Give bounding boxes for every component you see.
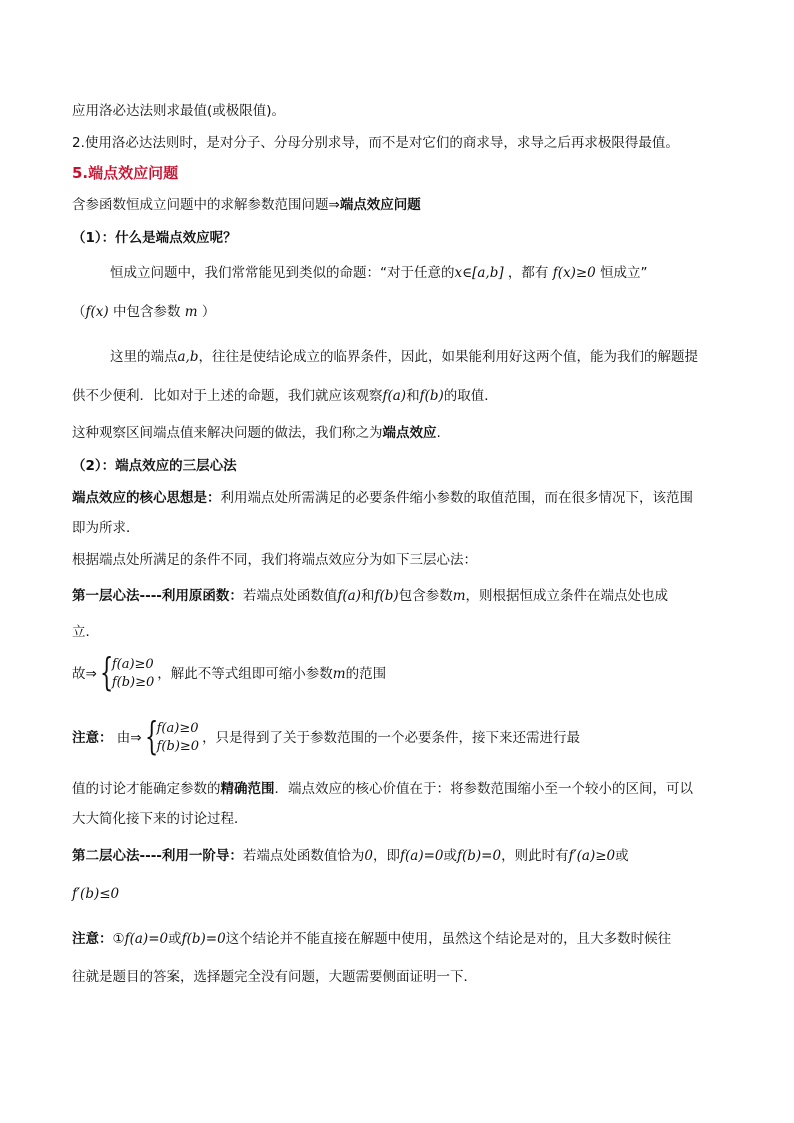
- implies-symbol: ⇒: [130, 730, 142, 746]
- text: 或: [615, 848, 629, 864]
- math: f′(b)≤0: [72, 886, 120, 902]
- bold-text: 端点效应问题: [339, 197, 421, 213]
- math: f(b): [374, 588, 399, 604]
- math: m: [332, 666, 346, 682]
- inequality-system-line: [72, 650, 387, 694]
- text: ，都有: [507, 265, 549, 281]
- text-line: 根据端点处所满足的条件不同，我们将端点效应分为如下三层心法：: [72, 552, 477, 568]
- math: 0: [364, 848, 374, 864]
- text: 值的讨论才能确定参数的: [72, 781, 221, 797]
- math: f(a): [382, 388, 407, 404]
- math: m: [184, 304, 198, 320]
- math: f(x): [85, 304, 109, 320]
- math: f(b): [419, 388, 444, 404]
- text: ，则此时有: [501, 848, 569, 864]
- text-line: [72, 488, 693, 508]
- text: 供不少便利．比如对于上述的命题，我们就应该观察: [72, 388, 383, 404]
- bold-text: 注意：: [72, 730, 113, 746]
- left-brace-icon: {: [144, 714, 158, 758]
- math: m: [452, 588, 466, 604]
- text-line: 往就是题目的答案，选择题完全没有问题，大题需要侧面证明一下．: [72, 969, 477, 985]
- text: 含参函数恒成立问题中的求解参数范围问题: [72, 197, 329, 213]
- text: 故: [72, 666, 86, 682]
- text: ．端点效应的核心价值在于：将参数范围缩小至一个较小的区间，可以: [274, 781, 693, 797]
- text: 由: [116, 730, 131, 746]
- text: 和: [361, 588, 375, 604]
- text-line: [110, 263, 648, 283]
- text-line: [72, 884, 119, 904]
- text: 中包含参数: [112, 304, 181, 320]
- math: f(a): [337, 588, 362, 604]
- text: 或: [443, 848, 457, 864]
- text-line: [72, 846, 629, 866]
- implies-symbol: ⇒: [328, 197, 340, 213]
- text: 的取值．: [443, 388, 498, 404]
- text: ，往往是使结论成立的临界条件，因此，如果能利用好这两个值，能为我们的解题提: [198, 349, 698, 365]
- text-line: [72, 779, 693, 799]
- text: ，即: [373, 848, 401, 864]
- math: f(a)=0: [124, 931, 169, 947]
- math: f(x)≥0: [552, 265, 596, 281]
- inequality-row: f(a)≥0: [111, 657, 154, 672]
- inequality-row: f(b)≥0: [156, 739, 200, 754]
- math: f′(a)≥0: [568, 848, 616, 864]
- text: 的范围: [345, 666, 387, 682]
- math: a,b: [177, 349, 199, 365]
- subheading: （1）：什么是端点效应呢？: [72, 230, 237, 246]
- text: 包含参数: [398, 588, 453, 604]
- text: 或: [168, 931, 182, 947]
- text: ，只是得到了关于参数范围的一个必要条件，接下来还需进行最: [202, 730, 581, 746]
- text-line: 2.使用洛必达法则时，是对分子、分母分别求导，而不是对它们的商求导，求导之后再求极限得最值。: [72, 135, 679, 151]
- text-line: [72, 386, 498, 406]
- inequality-row: f(a)≥0: [156, 721, 199, 736]
- text: 若端点处函数值恰为: [242, 848, 365, 864]
- text: 这个结论并不能直接在解题中使用，虽然这个结论是对的，且大多数时候往: [225, 931, 672, 947]
- text: 和: [406, 388, 420, 404]
- text-line: 应用洛必达法则求最值(或极限值)。: [72, 103, 286, 119]
- text: .: [436, 425, 441, 441]
- text: 若端点处函数值: [242, 588, 338, 604]
- math: f(b)=0: [457, 848, 502, 864]
- text: ，解此不等式组即可缩小参数: [157, 666, 333, 682]
- math: x∈[a,b]: [454, 265, 504, 281]
- text-line: 即为所求．: [72, 520, 140, 536]
- subheading: （2）：端点效应的三层心法: [72, 458, 237, 474]
- text: 这里的端点: [110, 349, 178, 365]
- left-brace-icon: {: [99, 650, 114, 694]
- inequality-row: f(b)≥0: [111, 675, 155, 690]
- section-heading: 5.端点效应问题: [72, 164, 179, 182]
- text-line: [72, 423, 441, 443]
- bold-text: 端点效应的核心思想是：: [72, 490, 221, 506]
- text-line: [110, 347, 698, 367]
- text-line: [72, 302, 215, 322]
- text: 恒成立”: [600, 265, 648, 281]
- text: 恒成立问题中，我们常常能见到类似的命题：“对于任意的: [110, 265, 455, 281]
- bold-text: 精确范围: [220, 781, 275, 797]
- math: f(a)=0: [400, 848, 444, 864]
- text-line: [72, 586, 668, 606]
- inequality-system-line: [72, 714, 581, 758]
- implies-symbol: ⇒: [85, 666, 97, 682]
- text-line: [72, 929, 671, 949]
- text: （: [72, 304, 86, 320]
- bold-text: 第二层心法----利用一阶导：: [72, 848, 243, 864]
- text-line: 立．: [72, 624, 99, 640]
- inequality-system: [99, 650, 155, 694]
- text: 这种观察区间端点值来解决问题的做法，我们称之为: [72, 425, 383, 441]
- bold-text: 端点效应: [382, 425, 437, 441]
- text: 利用端点处所需满足的必要条件缩小参数的取值范围，而在很多情况下，该范围: [220, 490, 693, 506]
- text: ，则根据恒成立条件在端点处也成: [465, 588, 669, 604]
- bold-text: 注意：: [72, 931, 113, 947]
- math: f(b)=0: [181, 931, 226, 947]
- text-line: [72, 195, 421, 215]
- text-line: 大大简化接下来的讨论过程．: [72, 811, 248, 827]
- inequality-system: [144, 714, 200, 758]
- bold-text: 第一层心法----利用原函数：: [72, 588, 243, 604]
- text: ）: [201, 304, 216, 320]
- circled-number: ①: [112, 931, 125, 947]
